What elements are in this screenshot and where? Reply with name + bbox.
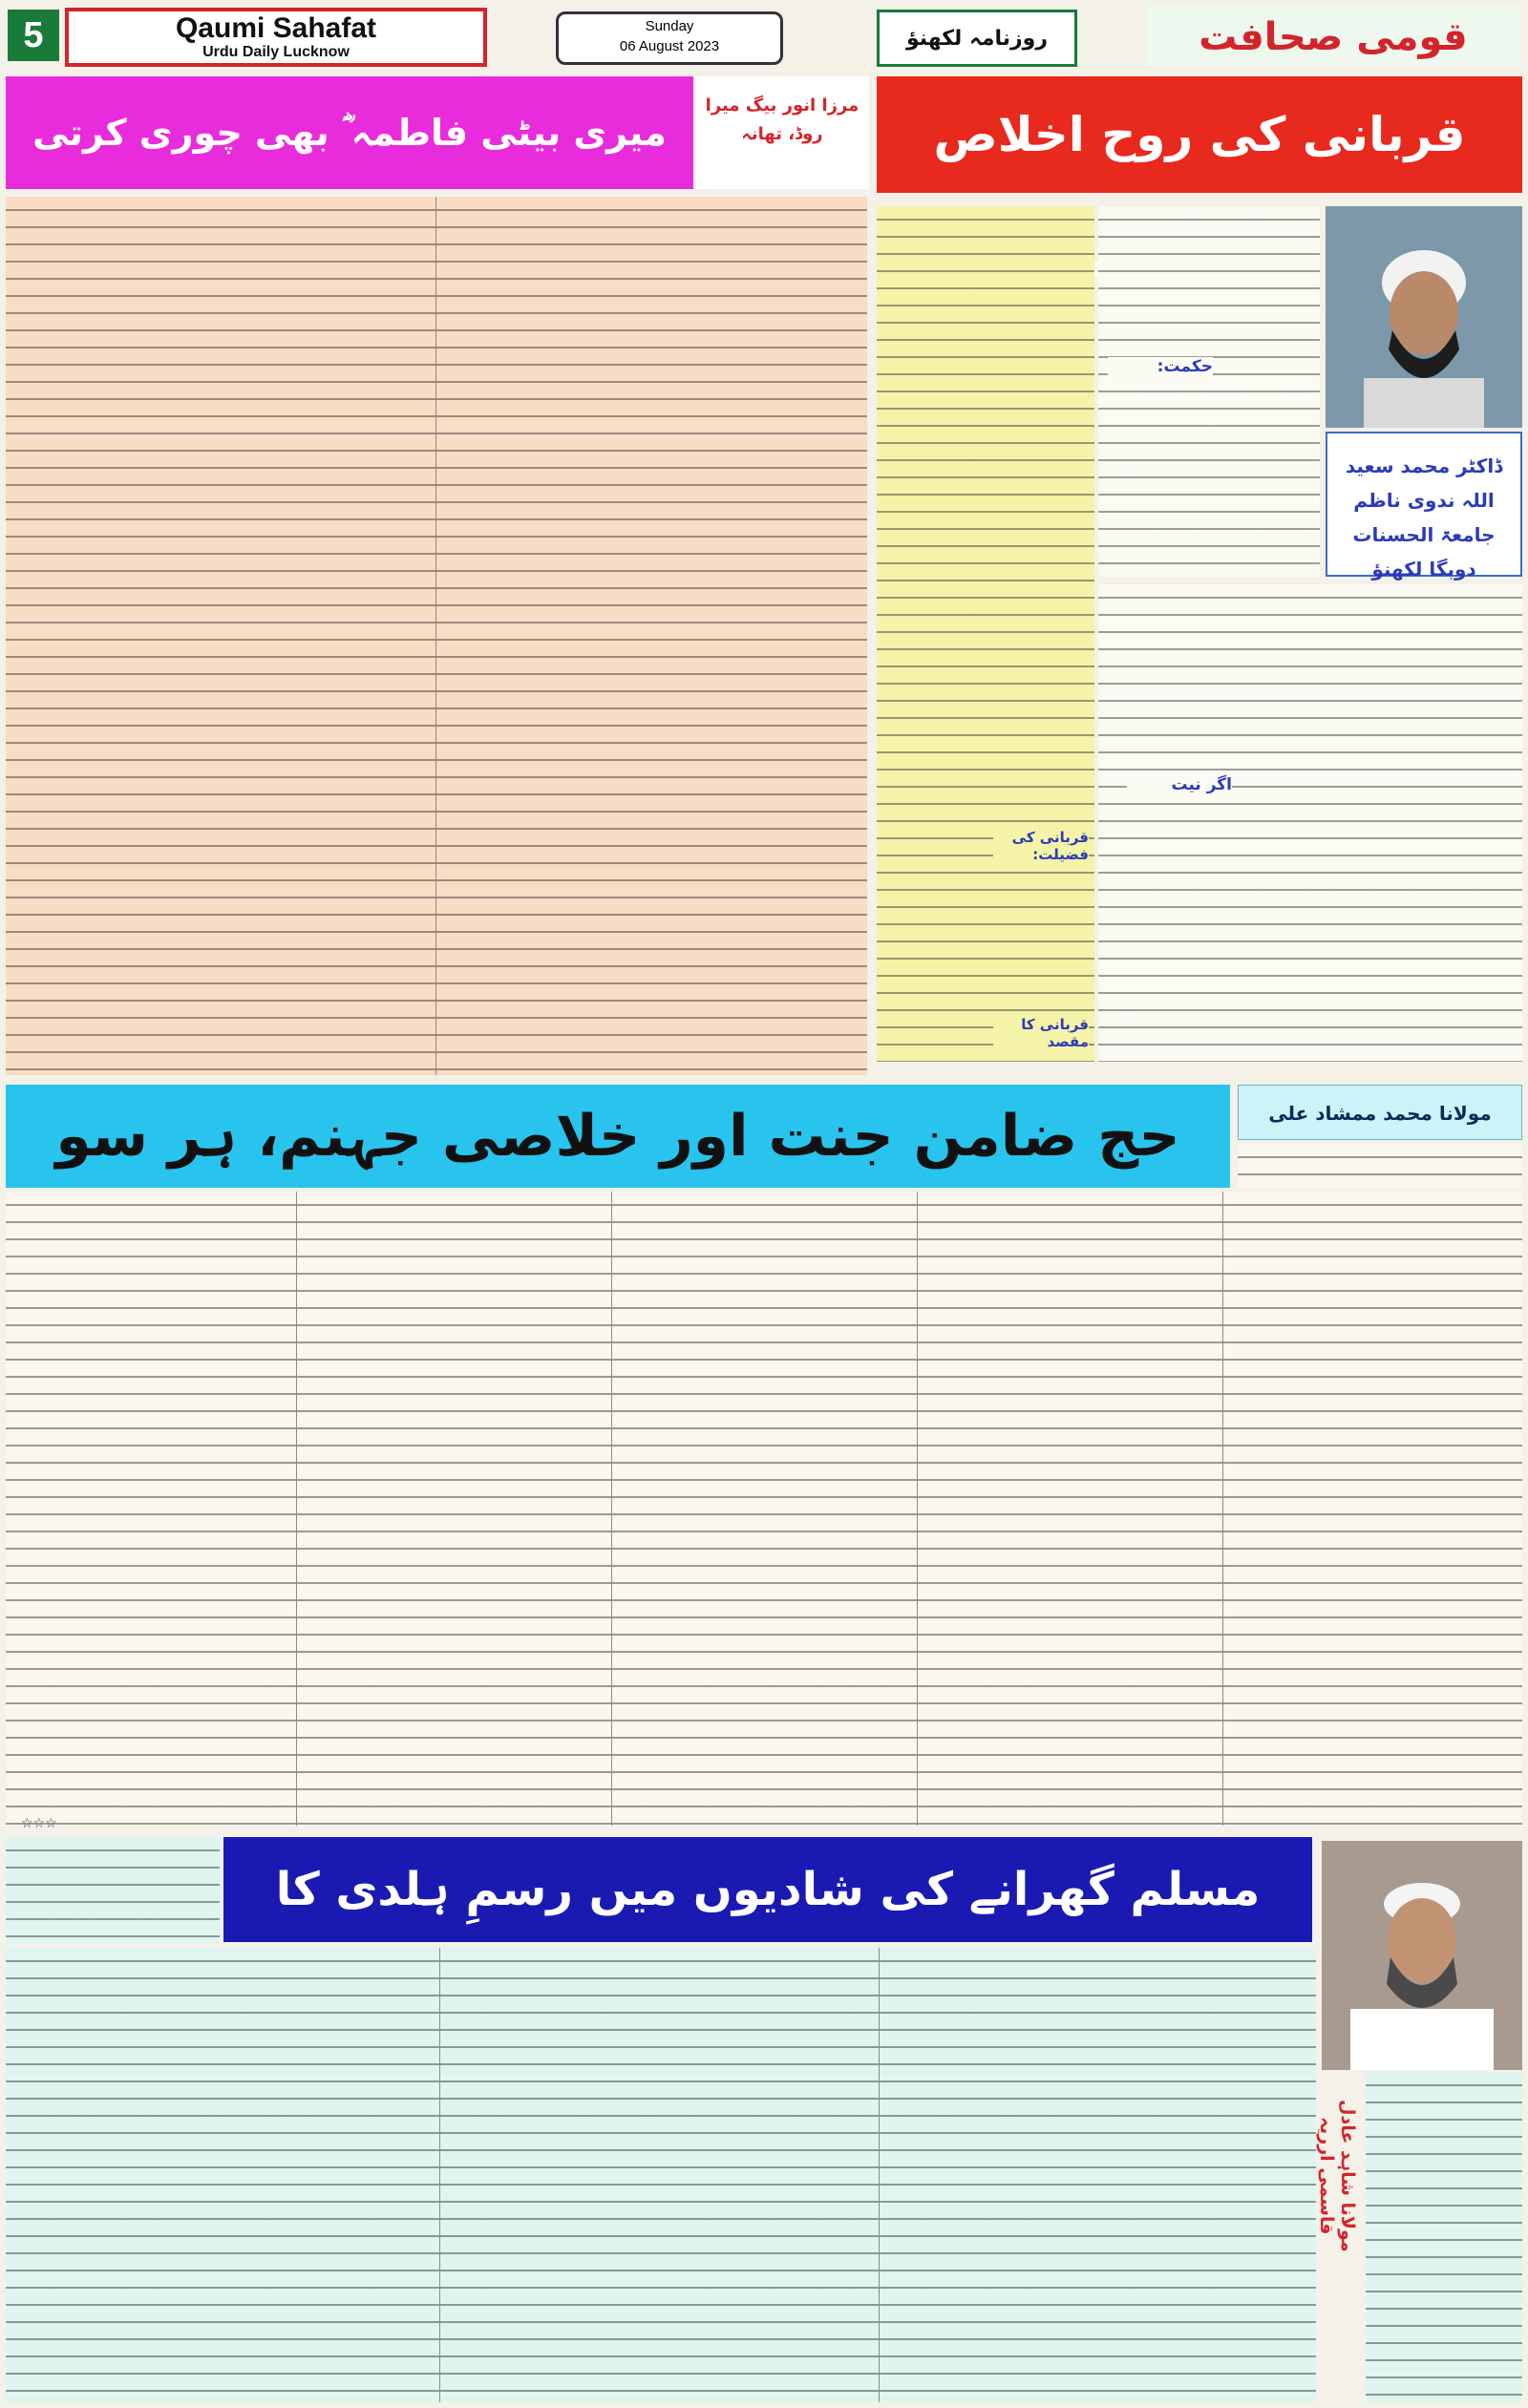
article3-author: مولانا محمد ممشاد علی bbox=[1238, 1085, 1522, 1140]
column-divider bbox=[439, 1948, 440, 2402]
author-caption-2: مولانا شاہد عادل قاسمی ارریہ bbox=[1316, 2100, 1358, 2252]
column-divider bbox=[611, 1192, 612, 1826]
brand-logo-urdu: قومی صحافت bbox=[1146, 6, 1520, 69]
author-caption-1: ڈاکٹر محمد سعید اللہ ندوی ناظم جامعۃ الحسنات دوبگا لکھنؤ bbox=[1326, 432, 1522, 577]
article1-text-column-c bbox=[1098, 584, 1522, 1062]
brand-logo-english bbox=[65, 8, 487, 67]
article1-subhead-intention: اگر نیت bbox=[1127, 775, 1232, 794]
column-divider bbox=[879, 1948, 880, 2402]
issue-date: 06 August 2023 bbox=[619, 38, 720, 54]
article1-subhead-wisdom: حکمت: bbox=[1108, 357, 1213, 376]
author-photo-2 bbox=[1322, 1841, 1522, 2070]
brand-subtitle: Urdu Daily Lucknow bbox=[202, 44, 350, 60]
article1-text-column-b bbox=[877, 206, 1094, 1062]
date-box bbox=[556, 11, 783, 65]
column-divider bbox=[917, 1192, 918, 1826]
article2-text-block bbox=[6, 197, 867, 1075]
article3-intro-text bbox=[1238, 1144, 1522, 1188]
issue-day: Sunday bbox=[645, 18, 694, 34]
article3-headline: حج ضامن جنت اور خلاصی جہنم، ہر سو bbox=[6, 1085, 1230, 1188]
author-portrait-icon bbox=[1326, 206, 1522, 428]
article4-text-side bbox=[1366, 2072, 1522, 2402]
article1-subhead-purpose: قربانی کا مقصد bbox=[993, 1016, 1089, 1050]
article2-headline: میری بیٹی فاطمہ ؓ بھی چوری کرتی bbox=[6, 76, 693, 189]
article1-headline: قربانی کی روح اخلاص bbox=[877, 76, 1522, 193]
article2-byline: مرزا انور بیگ میرا روڈ، تھانہ bbox=[695, 76, 869, 189]
article3-end-mark: ☆☆☆ bbox=[21, 1816, 57, 1831]
column-divider bbox=[435, 197, 436, 1075]
article1-subhead-virtue: قربانی کی فضیلت: bbox=[993, 829, 1089, 863]
article4-text-top bbox=[6, 1837, 220, 1944]
author-photo-1 bbox=[1326, 206, 1522, 428]
article4-text-block bbox=[6, 1948, 1316, 2402]
daily-label: روزنامہ لکھنؤ bbox=[877, 10, 1077, 67]
article1-text-column-a bbox=[1098, 206, 1320, 577]
column-divider bbox=[1222, 1192, 1223, 1826]
brand-title: Qaumi Sahafat bbox=[175, 12, 377, 44]
article4-headline: مسلم گھرانے کی شادیوں میں رسمِ ہلدی کا bbox=[223, 1837, 1312, 1942]
article3-text-block bbox=[6, 1192, 1522, 1826]
author-portrait-icon bbox=[1322, 1841, 1522, 2070]
column-divider bbox=[296, 1192, 297, 1826]
page-number: 5 bbox=[8, 10, 59, 61]
